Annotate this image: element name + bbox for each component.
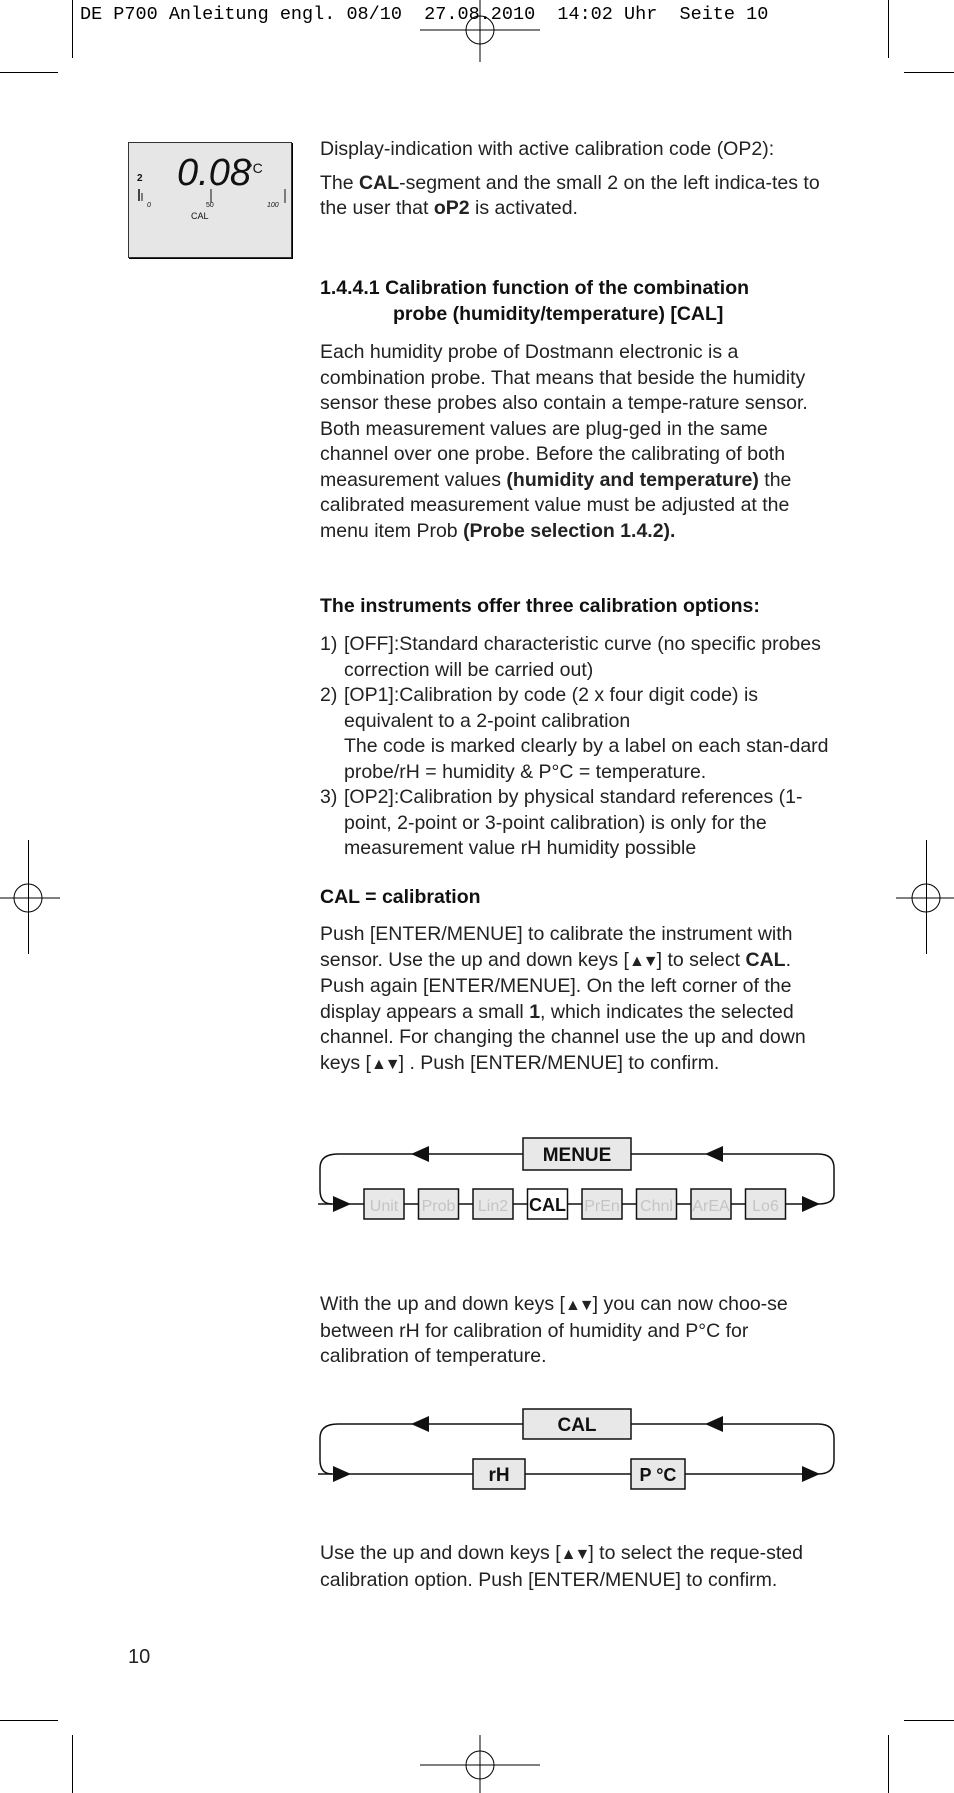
options-list	[320, 632, 850, 862]
registration-mark-left	[0, 868, 60, 928]
lcd-display-graphic	[129, 143, 291, 257]
menu-item-lo6: Lo6	[752, 1198, 779, 1215]
up-down-arrows-icon: ▲▼	[628, 952, 657, 970]
menu-item-unit: Unit	[369, 1198, 399, 1215]
section-paragraph: Each humidity probe of Dostmann electronic is a combination probe. That means that beside the humidity sensor these probes also contain a tempe-rature sensor. Both measurement values are plug-ged in the same channel over one probe. Before the calibrating of both measurement values (humidity and temperature) the calibrated measurement value must be adjusted at the menu item Prob (Probe selection 1.4.2).	[320, 341, 808, 542]
print-header: DE P700 Anleitung engl. 08/10 27.08.2010 14:02 Uhr Seite 10	[80, 4, 769, 25]
intro-text	[320, 137, 840, 222]
section-heading-line-1: 1.4.4.1 Calibration function of the combination	[320, 277, 750, 299]
menu-item-pren: PrEn	[584, 1198, 620, 1215]
options-heading: The instruments offer three calibration options:	[320, 595, 760, 617]
menu-item-cal: CAL	[529, 1195, 566, 1215]
option-rh: rH	[488, 1465, 510, 1486]
list-item: 1) [OFF]:Standard characteristic curve (no specific probes correction will be carried out)	[320, 633, 821, 681]
crop-mark	[72, 0, 73, 58]
cal-title: CAL	[557, 1415, 597, 1436]
menu-item-chnl: Chnl	[640, 1198, 673, 1215]
final-text: Use the up and down keys [▲▼] to select the reque-sted calibration option. Push [ENTER/MENUE] to confirm.	[320, 1542, 803, 1591]
cal-heading: CAL = calibration	[320, 886, 481, 908]
page-number: 10	[128, 1646, 151, 1668]
intro-cal-note: The CAL-segment and the small 2 on the left indica-tes to the user that oP2 is activated.	[320, 171, 820, 219]
crop-mark	[72, 1735, 73, 1793]
crop-mark	[888, 0, 889, 58]
crop-mark	[888, 1735, 889, 1793]
menu-item-prob: Prob	[421, 1198, 456, 1215]
crop-mark	[904, 1720, 954, 1721]
registration-mark-top	[420, 0, 540, 62]
intro-line: Display-indication with active calibration code (OP2):	[320, 138, 775, 160]
choose-text: With the up and down keys [▲▼] you can now choo-se between rH for calibration of humidity and P°C for calibration of temperature.	[320, 1293, 788, 1367]
lcd-scale-50: 50	[206, 202, 214, 209]
list-item: 3) [OP2]:Calibration by physical standard references (1-point, 2-point or 3-point calibration) is only for the measurement value rH humidity possible	[320, 786, 803, 859]
up-down-arrows-icon: ▲▼	[564, 1297, 593, 1314]
cal-paragraph: Push [ENTER/MENUE] to calibrate the instrument with sensor. Use the up and down keys [▲▼] to select CAL. Push again [ENTER/MENUE]. On the left corner of the display appears a small 1, which indicates the selected channel. For changing the channel use the up and down keys [▲▼] . Push [ENTER/MENUE] to confirm.	[320, 922, 840, 1077]
menu-item-lin2: Lin2	[477, 1198, 509, 1215]
lcd-cal-segment: CAL	[191, 211, 209, 221]
lcd-reading: 0.08	[177, 152, 251, 194]
lcd-unit: °C	[247, 160, 263, 176]
lcd-channel: 2	[137, 173, 143, 184]
section-heading-line-2: probe (humidity/temperature) [CAL]	[393, 302, 724, 325]
registration-mark-right	[896, 868, 954, 928]
cal-diagram	[318, 1400, 838, 1496]
lcd-scale-100: 100	[267, 202, 279, 209]
lcd-display	[128, 142, 292, 258]
menu-item-area: ArEA	[692, 1198, 730, 1215]
menu-title: MENUE	[542, 1145, 612, 1166]
up-down-arrows-icon: ▲▼	[370, 1055, 399, 1073]
up-down-arrows-icon: ▲▼	[560, 1546, 589, 1563]
section-heading	[320, 276, 840, 327]
lcd-scale-0: 0	[147, 202, 151, 209]
crop-mark	[0, 1720, 58, 1721]
crop-mark	[904, 72, 954, 73]
option-pc: P °C	[639, 1465, 677, 1485]
crop-mark	[0, 72, 58, 73]
registration-mark-bottom	[420, 1735, 540, 1793]
menu-diagram	[318, 1130, 838, 1226]
list-item: 2) [OP1]:Calibration by code (2 x four digit code) is equivalent to a 2-point calibration The code is marked clearly by a label on each stan-dard probe/rH = humidity & P°C = temperature.	[320, 684, 829, 783]
